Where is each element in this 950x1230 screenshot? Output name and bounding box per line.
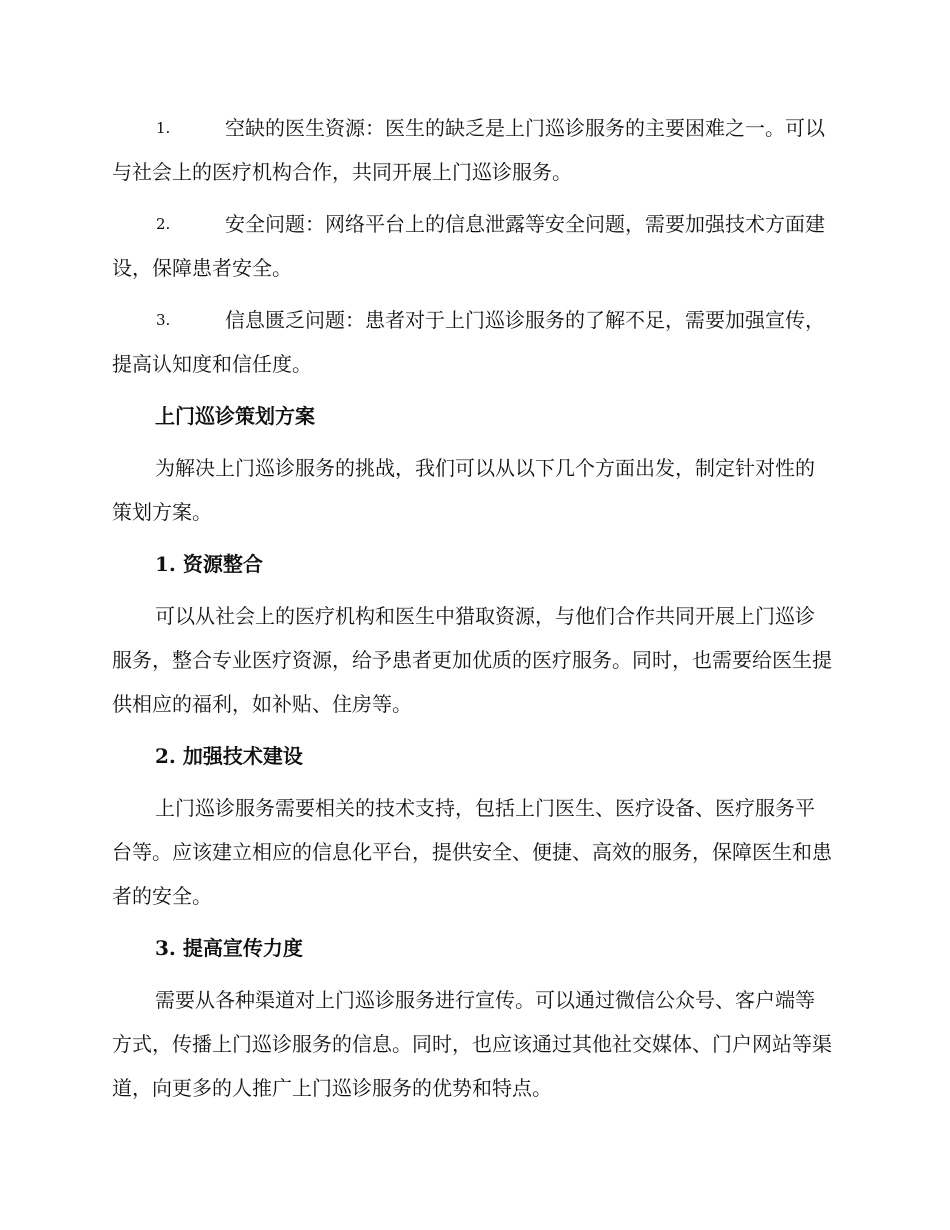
list-text: 空缺的医生资源：医生的缺乏是上门巡诊服务的主要困难之一。可以与社会上的医疗机构合作，共同开展上门巡诊服务。 xyxy=(112,116,825,184)
list-number: 2. xyxy=(156,215,171,233)
intro-paragraph: 为解决上门巡诊服务的挑战，我们可以从以下几个方面出发，制定针对性的策划方案。 xyxy=(112,456,815,524)
list-text: 安全问题：网络平台上的信息泄露等安全问题，需要加强技术方面建设，保障患者安全。 xyxy=(112,212,825,280)
section-body: 可以从社会上的医疗机构和医生中猎取资源，与他们合作共同开展上门巡诊服务，整合专业医疗资源，给予患者更加优质的医疗服务。同时，也需要给医生提供相应的福利，如补贴、住房等。 xyxy=(112,604,832,716)
section-heading: 1. 资源整合 xyxy=(155,552,263,576)
list-number: 1. xyxy=(156,119,171,137)
list-number: 3. xyxy=(156,311,171,329)
document-page xyxy=(112,106,832,1118)
section-title: 上门巡诊策划方案 xyxy=(155,404,315,428)
section-body: 需要从各种渠道对上门巡诊服务进行宣传。可以通过微信公众号、客户端等方式，传播上门巡诊服务的信息。同时，也应该通过其他社交媒体、门户网站等渠道，向更多的人推广上门巡诊服务的优势和特点。 xyxy=(112,988,832,1100)
section-heading: 3. 提高宣传力度 xyxy=(155,936,303,960)
list-item xyxy=(112,202,832,290)
list-item xyxy=(112,298,832,386)
list-text: 信息匮乏问题：患者对于上门巡诊服务的了解不足，需要加强宣传，提高认知度和信任度。 xyxy=(112,308,825,376)
list-item xyxy=(112,106,832,194)
section-heading: 2. 加强技术建设 xyxy=(155,744,303,768)
section-body: 上门巡诊服务需要相关的技术支持，包括上门医生、医疗设备、医疗服务平台等。应该建立相应的信息化平台，提供安全、便捷、高效的服务，保障医生和患者的安全。 xyxy=(112,796,832,908)
